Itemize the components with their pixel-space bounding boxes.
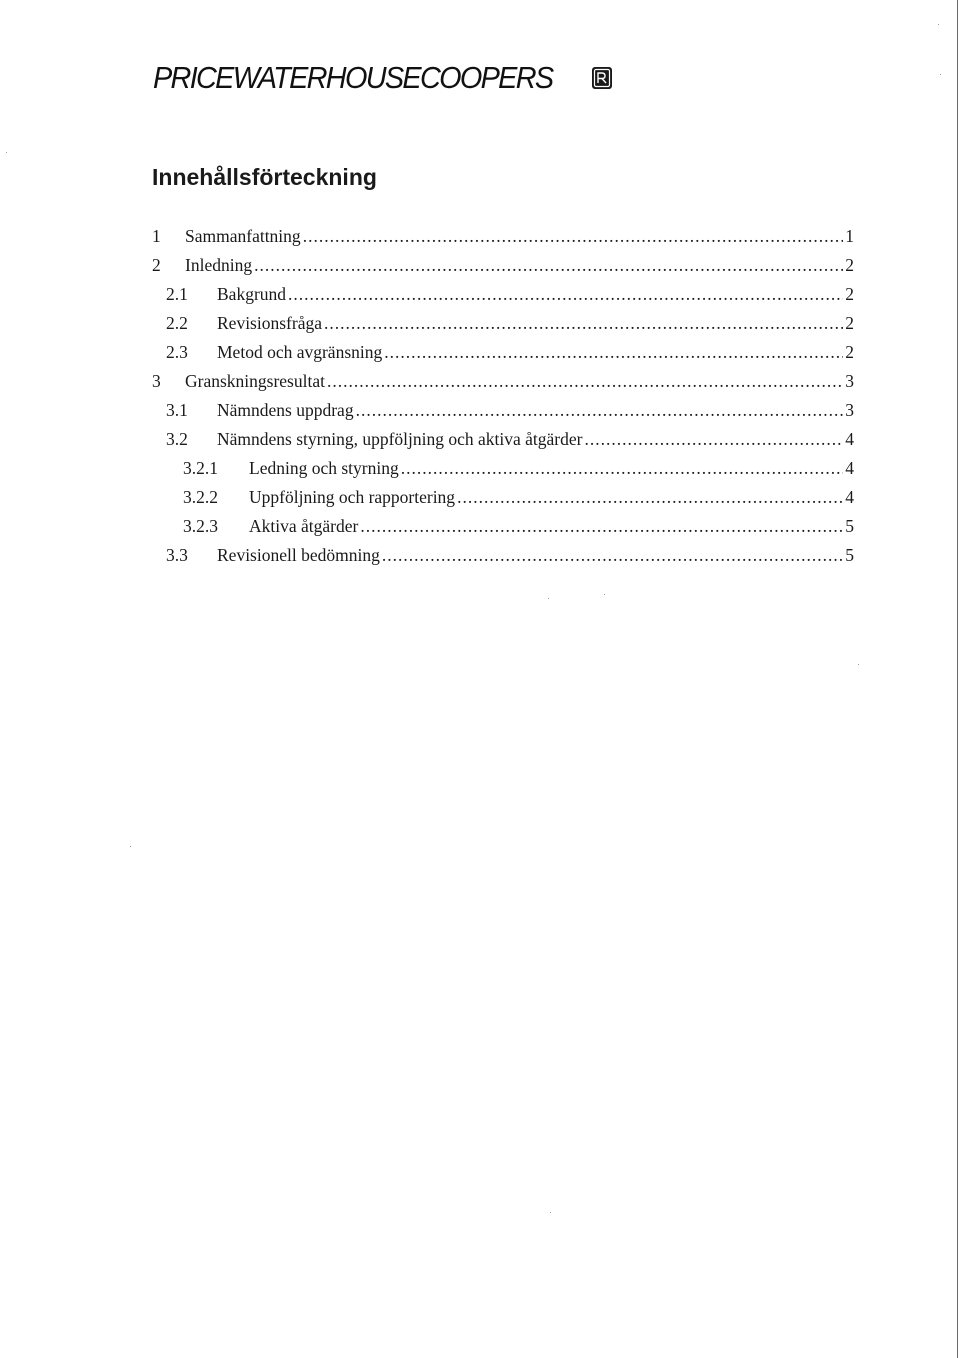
toc-entry-number: 2.3: [166, 342, 188, 362]
toc-dot-leader: [324, 313, 843, 334]
toc-entry-number: 3.2.1: [183, 458, 218, 478]
toc-entry-title: Uppföljning och rapportering: [249, 487, 456, 507]
toc-entry-number: 3.2.2: [183, 487, 218, 507]
toc-entry-title: Inledning: [185, 255, 253, 275]
toc-entry-title: Ledning och styrning: [249, 458, 399, 478]
toc-entry[interactable]: [152, 371, 854, 397]
toc-entry[interactable]: [166, 400, 854, 426]
toc-entry-page-number: 2: [845, 342, 854, 362]
toc-entry-number: 3.2.3: [183, 516, 218, 536]
toc-entry[interactable]: [166, 284, 854, 310]
toc-dot-leader: [401, 458, 844, 479]
scan-speck: [604, 594, 605, 595]
page-title: Innehållsförteckning: [152, 164, 377, 190]
toc-entry[interactable]: [166, 342, 854, 368]
toc-dot-leader: [327, 371, 843, 392]
toc-entry-title: Revisionsfråga: [217, 313, 322, 333]
logo-wordmark: PRICEWATERHOUSECOOPERS: [153, 60, 553, 95]
toc-entry[interactable]: [183, 458, 854, 484]
toc-entry[interactable]: [152, 226, 854, 252]
toc-entry-page-number: 1: [845, 226, 854, 246]
scan-speck: [550, 1212, 551, 1213]
scan-speck: [940, 74, 941, 75]
toc-dot-leader: [384, 342, 843, 363]
toc-entry-number: 3.1: [166, 400, 188, 420]
toc-entry-page-number: 2: [845, 255, 854, 275]
toc-dot-leader: [584, 429, 843, 450]
toc-entry-title: Revisionell bedömning: [217, 545, 380, 565]
toc-dot-leader: [457, 487, 843, 508]
toc-dot-leader: [356, 400, 844, 421]
logo-emblem-icon: [591, 66, 613, 90]
toc-dot-leader: [254, 255, 843, 276]
toc-entry-page-number: 5: [845, 545, 854, 565]
toc-entry-title: Aktiva åtgärder: [249, 516, 359, 536]
toc-entry-title: Nämndens styrning, uppföljning och aktiva åtgärder: [217, 429, 583, 449]
toc-dot-leader: [360, 516, 843, 537]
toc-entry-number: 3: [152, 371, 161, 391]
toc-entry-number: 3.2: [166, 429, 188, 449]
toc-entry-page-number: 4: [845, 429, 854, 449]
scan-speck: [130, 846, 131, 847]
toc-entry-title: Nämndens uppdrag: [217, 400, 354, 420]
toc-entry[interactable]: [183, 487, 854, 513]
toc-entry-title: Bakgrund: [217, 284, 287, 304]
toc-entry-page-number: 2: [845, 284, 854, 304]
toc-entry-number: 2.1: [166, 284, 188, 304]
toc-entry-page-number: 2: [845, 313, 854, 333]
toc-entry[interactable]: [166, 429, 854, 455]
toc-entry[interactable]: [166, 545, 854, 571]
scan-speck: [548, 598, 549, 599]
scan-speck: [858, 664, 859, 665]
toc-entry[interactable]: [183, 516, 854, 542]
toc-entry-title: Granskningsresultat: [185, 371, 325, 391]
toc-dot-leader: [288, 284, 843, 305]
page-edge-line: [957, 0, 958, 1358]
company-logo: [153, 60, 613, 96]
scan-speck: [6, 152, 7, 153]
toc-entry-title: Sammanfattning: [185, 226, 301, 246]
toc-entry[interactable]: [166, 313, 854, 339]
toc-entry[interactable]: [152, 255, 854, 281]
toc-entry-number: 3.3: [166, 545, 188, 565]
toc-entry-page-number: 3: [845, 400, 854, 420]
toc-dot-leader: [382, 545, 843, 566]
scan-speck: [938, 24, 939, 25]
toc-entry-number: 1: [152, 226, 161, 246]
toc-entry-page-number: 4: [845, 487, 854, 507]
toc-entry-page-number: 4: [845, 458, 854, 478]
toc-dot-leader: [303, 226, 844, 247]
toc-entry-page-number: 5: [845, 516, 854, 536]
toc-entry-number: 2: [152, 255, 161, 275]
toc-entry-page-number: 3: [845, 371, 854, 391]
toc-entry-number: 2.2: [166, 313, 188, 333]
toc-entry-title: Metod och avgränsning: [217, 342, 383, 362]
